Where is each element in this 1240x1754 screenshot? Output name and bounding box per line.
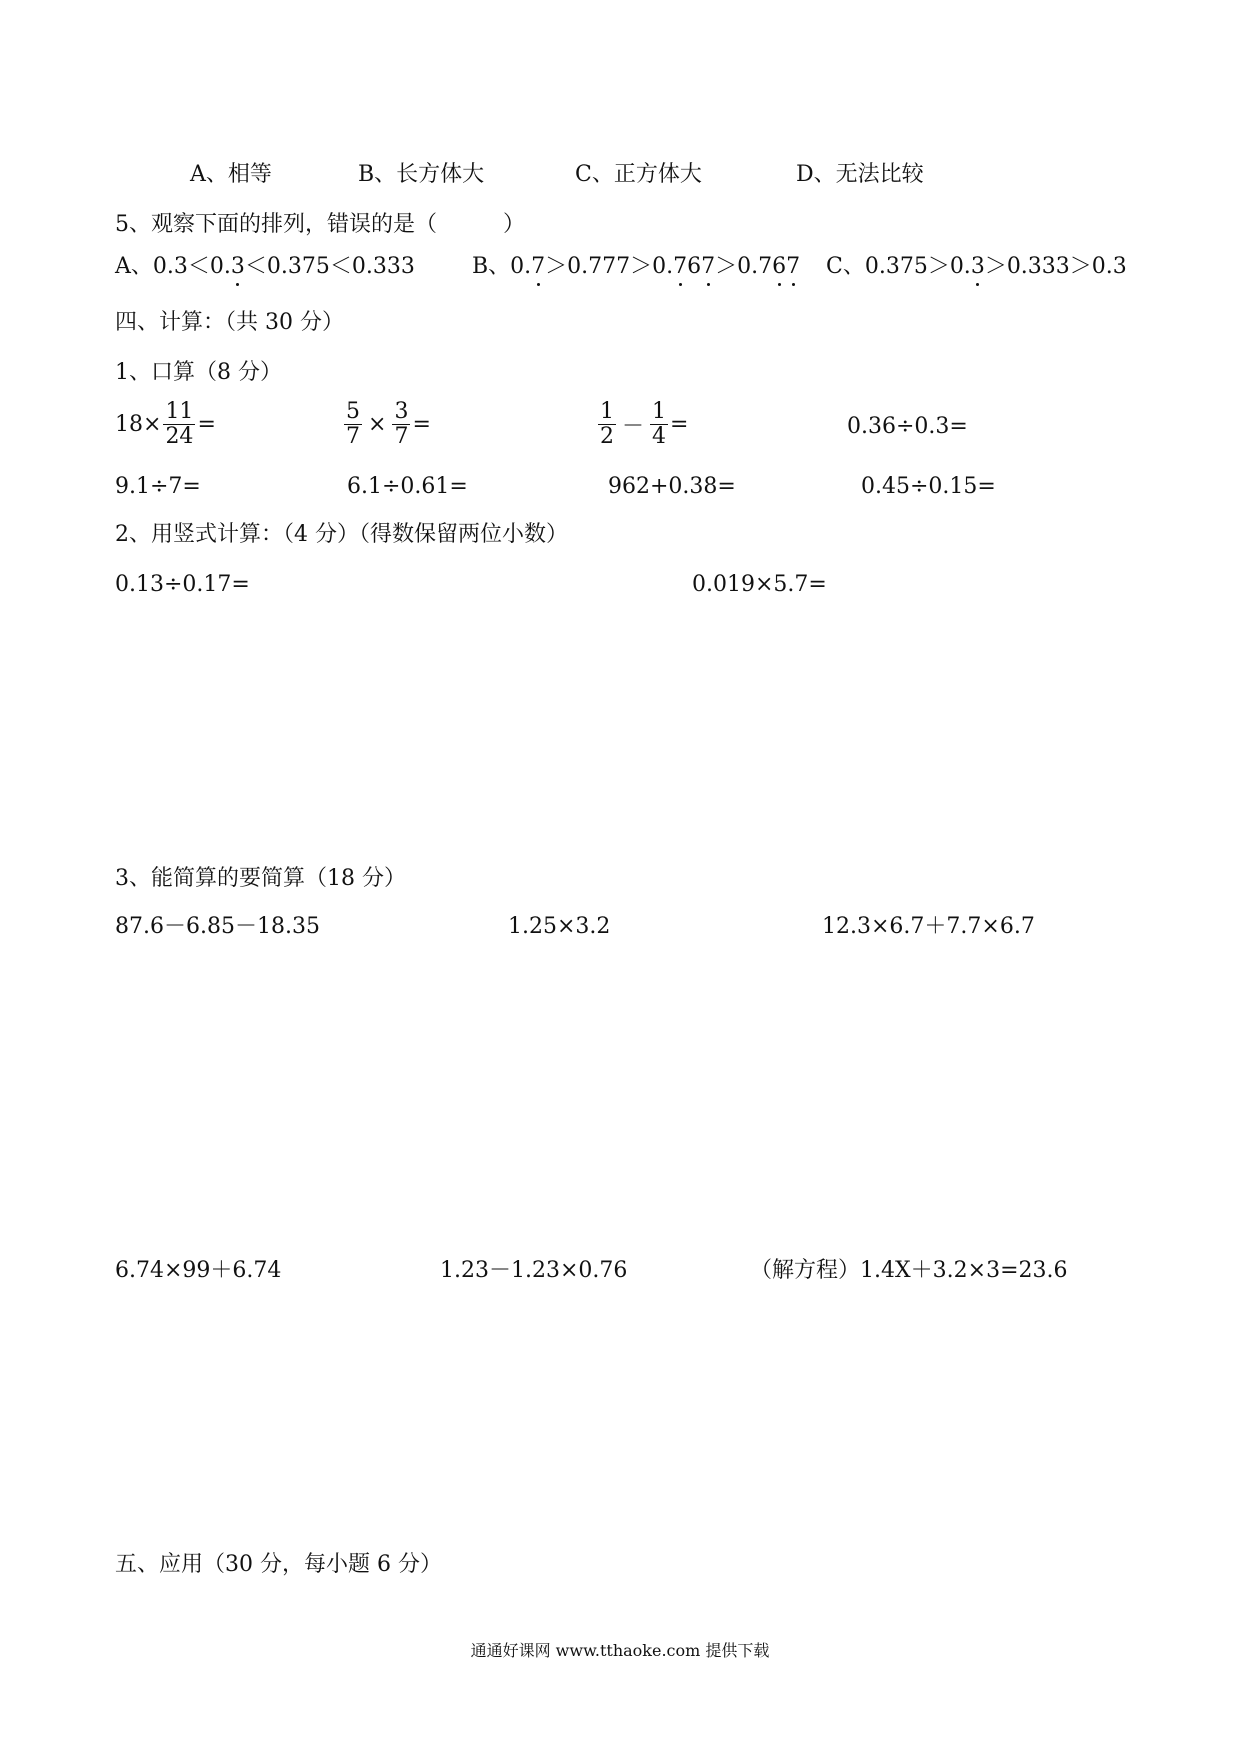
simplify-item-5: 1.23－1.23×0.76 [440,1258,628,1283]
oral-title: 1、口算（8 分） [115,360,282,385]
fraction: $\frac{3}{7}$ [394,399,409,449]
simplify-item-3: 12.3×6.7＋7.7×6.7 [822,914,1035,939]
simplify-item-4: 6.74×99＋6.74 [115,1258,282,1283]
footer-credit: 通通好课网 www.tthaoke.com 提供下载 [470,1641,770,1660]
simplify-item-1: 87.6－6.85－18.35 [115,914,320,939]
oral-expression-7: 962+0.38= [608,474,736,499]
q4-option-a: A、相等 [190,162,272,187]
q5-prompt: 5、观察下面的排列，错误的是（ ） [115,212,525,237]
simplify-title: 3、能简算的要简算（18 分） [115,866,406,891]
oral-expression-3: $\frac{1}{2}$ － $\frac{1}{4}$ = [600,399,689,449]
q4-option-b: B、长方体大 [358,162,485,187]
q5-option-b: B、0.7＞0.777＞0.767＞0.767 [472,254,801,279]
oral-expression-8: 0.45÷0.15= [861,474,996,499]
fraction: $\frac{5}{7}$ [346,399,360,449]
fraction: $\frac{1}{4}$ [652,399,667,449]
q5-option-a: A、0.3＜0.3＜0.375＜0.333 [115,254,415,279]
q4-option-d: D、无法比较 [796,162,924,187]
section4-title: 四、计算：（共 30 分） [115,310,344,335]
vertical-item-2: 0.019×5.7= [692,572,827,597]
vertical-title: 2、用竖式计算：（4 分）（得数保留两位小数） [115,522,568,547]
oral-expression-6: 6.1÷0.61= [347,474,468,499]
section5-title: 五、应用（30 分，每小题 6 分） [115,1552,442,1577]
fraction: $\frac{11}{24}$ [165,399,194,449]
simplify-item-6: （解方程）1.4X＋3.2×3=23.6 [750,1258,1068,1283]
vertical-item-1: 0.13÷0.17= [115,572,250,597]
oral-expression-1: 18× $\frac{11}{24}$ = [115,399,216,449]
q5-option-c: C、0.375＞0.3＞0.333＞0.3 [826,254,1127,279]
oral-expression-2: $\frac{5}{7}$ × $\frac{3}{7}$ = [346,399,431,449]
oral-expression-5: 9.1÷7= [115,474,201,499]
simplify-item-2: 1.25×3.2 [508,914,611,939]
oral-expression-4: 0.36÷0.3= [847,414,968,439]
q4-option-c: C、正方体大 [575,162,702,187]
fraction: $\frac{1}{2}$ [600,399,614,449]
